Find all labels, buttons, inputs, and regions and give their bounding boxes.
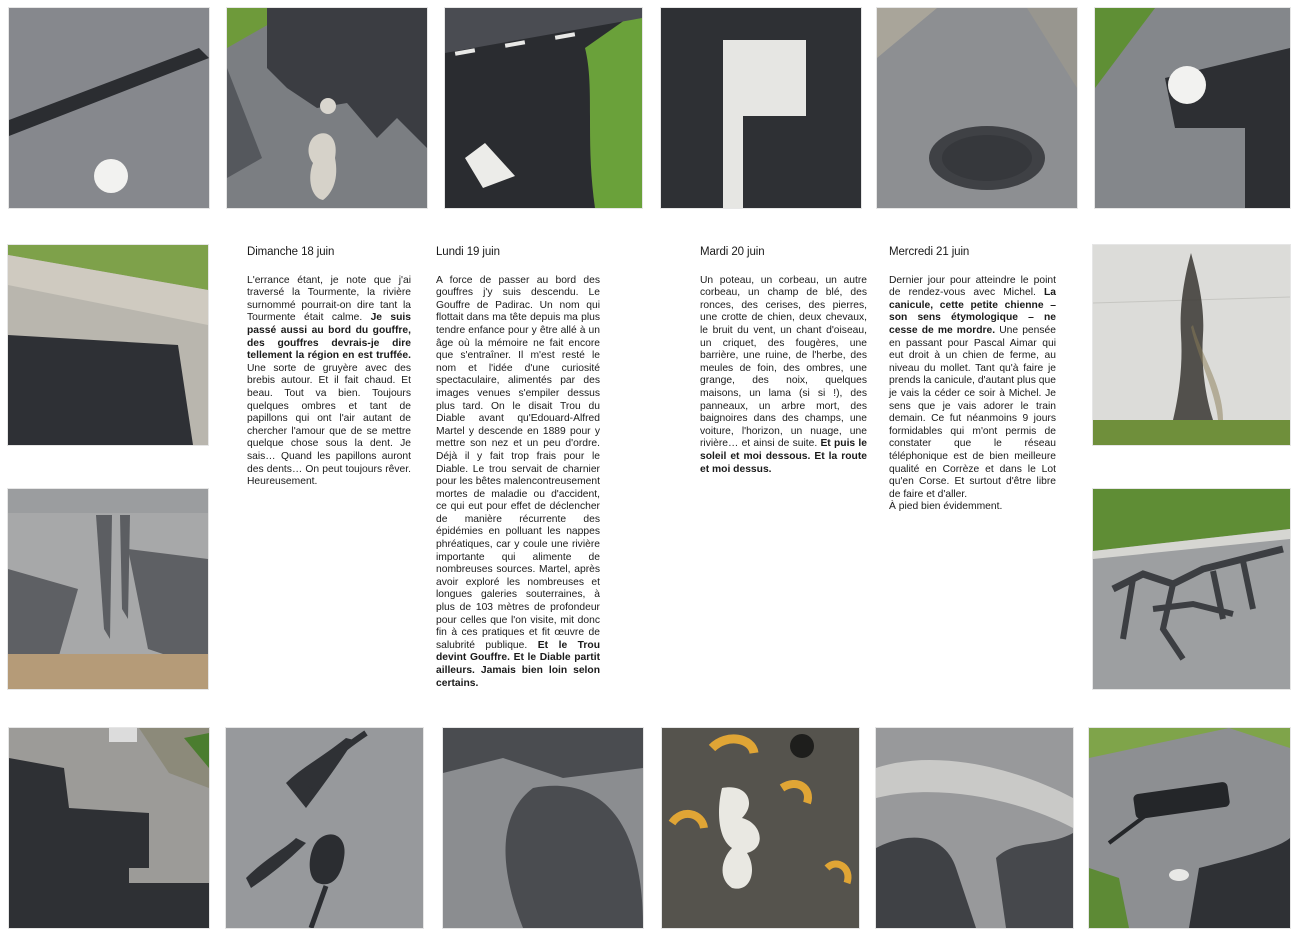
photo-road-marking-diamond (445, 8, 642, 208)
photo-road-dark-patch (443, 728, 643, 928)
photo-road-gravel-shadow (876, 728, 1073, 928)
entry-title: Mercredi 21 juin (889, 246, 970, 258)
entry-monday (436, 246, 600, 690)
photo-road-shadow-tree-patch (227, 8, 427, 208)
photo-road-house-shadow (9, 728, 209, 928)
entry-body: Un poteau, un corbeau, un autre corbeau, un champ de blé, des ronces, des cerises, des pierres, une crotte de chien, deux chevaux, le bruit du vent, un chant d'oiseau, un criquet, des fougères, une barrière, une ruine, de l'herbe, des meules de foin, des ombres, une grange, des noix, quelques maisons, un lama (si si !), des panneaux, un arbre mort, des baignoires dans des champs, une voiture, l'horizon, un nuage, une rivière… et ainsi de suite. Et puis le soleil et moi dessous. Et la route et moi dessus. (700, 274, 867, 475)
photo-road-tar-drips (8, 489, 208, 689)
entry-title: Mardi 20 juin (700, 246, 765, 258)
photo-road-shadow-pole-dot (9, 8, 209, 208)
entry-title: Lundi 19 juin (436, 246, 500, 258)
photo-lichen-stone (662, 728, 859, 928)
entry-body: A force de passer au bord des gouffres j'y suis descendu. Le Gouffre de Padirac. Un nom qui flottait dans ma tête depuis ma plus tendre enfance pour y être allé à un âge où la mémoire ne fait encore que s'entraîner. Il m'est resté le nom et l'idée d'une curiosité spectaculaire, alimentés par des images venues s'empiler dessus plus tard. On le disait Trou du Diable avant qu'Edouard-Alfred Martel y descende en 1889 pour y mettre son nez et un peu d'ordre. Déjà il y fait trop frais pour le Diable. Le trou servait de charnier pour les bêtes malencontreusement mortes de maladie ou d'accident, ce qui eut pour effet de déclencher de manière récurrente des épidémies en polluant les nappes phréatiques, car y coule une rivière importante qui alimente de nombreuses sources. Martel, après avoir exploré les nombreuses et longues galeries souterraines, à plus de 103 mètres de profondeur pour celles que l'on visite, mit donc fin à ces pratiques et fit œuvre de salubrité publique. Et le Trou devint Gouffre. Et le Diable partit ailleurs. Jamais bien loin selon certains. (436, 274, 600, 689)
photo-road-tar-sign-shadow (226, 728, 423, 928)
photo-road-shadow-verge (8, 245, 208, 445)
photo-road-tar-lines (1093, 489, 1290, 689)
photo-road-dark-circle (877, 8, 1077, 208)
entry-body-end: À pied bien évidemment. (889, 501, 1003, 513)
photo-road-sign-shadow (1089, 728, 1290, 928)
entry-body: L'errance étant, je note que j'ai traversé la Tourmente, la rivière surnommé pourrait-on dire tant la Tourmente était calme. Je suis passé aussi au bord du gouffre, des gouffres devrais-je dire tellement la région en est truffée. Une sorte de gruyère avec des brebis autour. Et il fait chaud. Et beau. Tout va bien. Toujours quelques ombres et tant de papillons qui ont l'air autant de chercher l'amour que de se mettre quelque chose sous la dent. Je sais… Quand les papillons auront des dents… On peut toujours rêver. Heureusement. (247, 274, 411, 488)
photo-road-marking-p-shape (661, 8, 861, 208)
photo-wall-stain (1093, 245, 1290, 445)
entry-sunday (247, 246, 411, 489)
entry-tuesday (700, 246, 867, 476)
entry-body: Dernier jour pour atteindre le point de rendez-vous avec Michel. La canicule, cette petite chienne – son sens étymologique – ne cesse de me mordre. Une pensée en passant pour Pascal Aimar qui eut droit à un chien de ferme, au niveau du mollet. Tant qu'à faire je prends la canicule, d'autant plus que je vais la céder ce soir à Michel. Je sens que je vais adorer le train demain. Ce fut néanmoins 9 jours formidables qui m'ont permis de constater que le réseau téléphonique est de bien meilleure qualité en Corrèze et dans le Lot qu'en Corse. Et surtout d'être libre de faire et d'aller. (889, 274, 1056, 500)
photo-road-white-dot-grass (1095, 8, 1290, 208)
entry-wednesday (889, 246, 1056, 514)
entry-title: Dimanche 18 juin (247, 246, 335, 258)
